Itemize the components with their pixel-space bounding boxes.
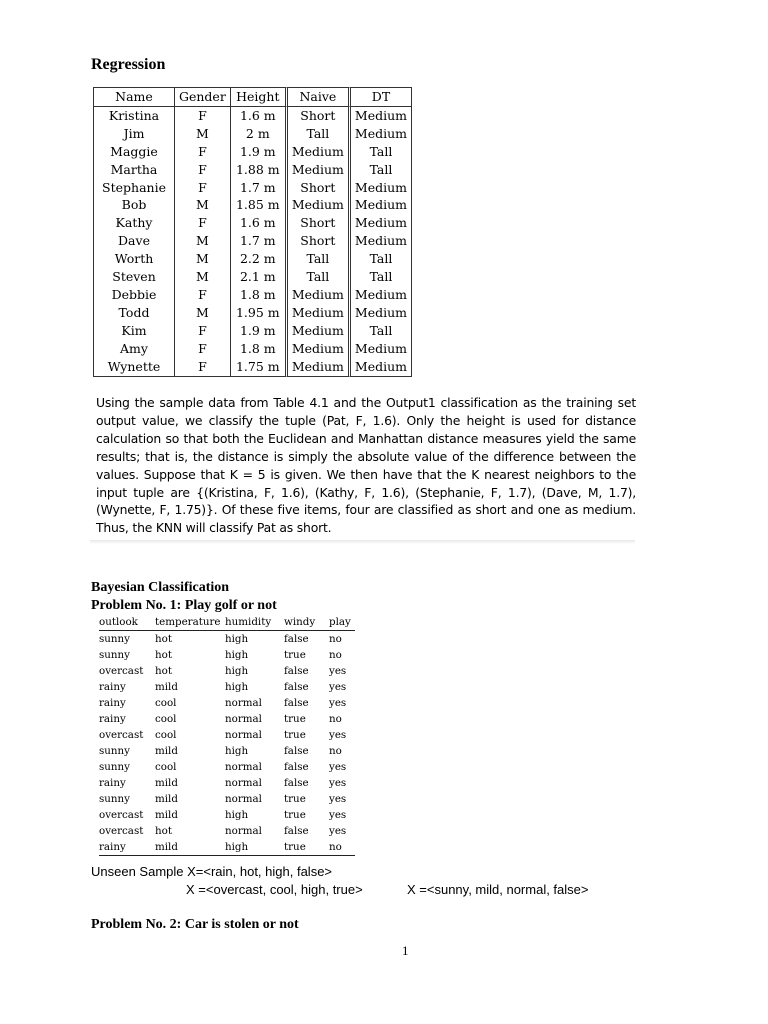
- golf-row: [99, 807, 355, 823]
- regression-row: [93, 268, 412, 286]
- regression-cell: Medium: [285, 196, 348, 214]
- header-height: Height: [230, 87, 285, 107]
- regression-cell: Medium: [348, 358, 412, 377]
- regression-row: [93, 358, 412, 377]
- regression-row: [93, 214, 412, 232]
- regression-cell: 1.85 m: [230, 196, 285, 214]
- header-windy: windy: [284, 614, 329, 631]
- header-name: Name: [93, 87, 174, 107]
- regression-cell: Debbie: [93, 286, 174, 304]
- header-humidity: humidity: [225, 614, 284, 631]
- regression-cell: F: [174, 214, 230, 232]
- golf-cell: sunny: [99, 649, 130, 661]
- golf-cell: high: [225, 665, 249, 677]
- golf-cell: normal: [225, 825, 262, 837]
- regression-cell: M: [174, 125, 230, 143]
- golf-cell: rainy: [99, 697, 126, 709]
- golf-cell: true: [284, 729, 306, 741]
- golf-cell: mild: [155, 681, 178, 693]
- golf-cell: normal: [225, 793, 262, 805]
- golf-cell: hot: [155, 665, 172, 677]
- golf-cell: high: [225, 809, 249, 821]
- problem1-title: Problem No. 1: Play golf or not: [91, 598, 277, 613]
- problem2-title: Problem No. 2: Car is stolen or not: [91, 917, 299, 932]
- regression-cell: Maggie: [93, 143, 174, 161]
- golf-cell: normal: [225, 777, 262, 789]
- golf-cell: rainy: [99, 839, 155, 856]
- golf-cell: yes: [329, 825, 347, 837]
- golf-cell: overcast: [99, 825, 144, 837]
- regression-table: [93, 87, 412, 377]
- regression-cell: Medium: [348, 125, 412, 143]
- golf-row: [99, 743, 355, 759]
- regression-cell: Medium: [285, 340, 348, 358]
- regression-cell: Tall: [285, 250, 348, 268]
- header-outlook: outlook: [99, 614, 155, 631]
- regression-cell: Wynette: [93, 358, 174, 377]
- regression-cell: Bob: [93, 196, 174, 214]
- regression-cell: M: [174, 196, 230, 214]
- regression-cell: Medium: [348, 107, 412, 125]
- golf-cell: overcast: [99, 729, 144, 741]
- regression-cell: 1.7 m: [230, 232, 285, 250]
- golf-cell: mild: [155, 793, 178, 805]
- header-temperature: temperature: [155, 614, 225, 631]
- regression-cell: M: [174, 304, 230, 322]
- regression-cell: 1.75 m: [230, 358, 285, 377]
- golf-cell: yes: [329, 665, 347, 677]
- regression-cell: Medium: [348, 179, 412, 197]
- regression-cell: Medium: [348, 340, 412, 358]
- golf-cell: overcast: [99, 665, 144, 677]
- golf-cell: yes: [329, 697, 347, 709]
- regression-cell: Kim: [93, 322, 174, 340]
- golf-cell: rainy: [99, 777, 126, 789]
- golf-cell: high: [225, 839, 284, 856]
- golf-cell: false: [284, 633, 309, 645]
- golf-cell: no: [329, 713, 342, 725]
- regression-cell: Short: [285, 179, 348, 197]
- knn-paragraph: Using the sample data from Table 4.1 and the Output1 classification as the training set output value, we classify the tuple (Pat, F, 1.6). Only the height is used for distance calculation so that both the Euclidean and Manhattan distance measures yield the same results; that is, the distance is simply the absolute value of the difference between the values. Suppose that K = 5 is given. We then have that the K nearest neighbors to the input tuple are {(Kristina, F, 1.6), (Kathy, F, 1.6), (Stephanie, F, 1.7), (Dave, M, 1.7), (Wynette, F, 1.75)}. Of these five items, four are classified as short and one as medium. Thus, the KNN will classify Pat as short.: [96, 395, 636, 536]
- golf-row: [99, 839, 355, 856]
- regression-cell: 1.6 m: [230, 214, 285, 232]
- regression-row: [93, 125, 412, 143]
- golf-cell: mild: [155, 809, 178, 821]
- regression-row: [93, 250, 412, 268]
- golf-cell: high: [225, 649, 249, 661]
- golf-row: [99, 791, 355, 807]
- regression-row: [93, 286, 412, 304]
- golf-cell: sunny: [99, 745, 130, 757]
- golf-cell: true: [284, 809, 306, 821]
- golf-row: [99, 631, 355, 648]
- golf-cell: yes: [329, 777, 347, 789]
- golf-row: [99, 727, 355, 743]
- regression-cell: 1.8 m: [230, 286, 285, 304]
- golf-cell: high: [225, 745, 249, 757]
- golf-cell: normal: [225, 729, 262, 741]
- header-dt: DT: [348, 87, 412, 107]
- regression-cell: Tall: [348, 143, 412, 161]
- regression-cell: Medium: [348, 304, 412, 322]
- regression-cell: 1.95 m: [230, 304, 285, 322]
- golf-cell: false: [284, 681, 309, 693]
- regression-title: Regression: [91, 56, 166, 73]
- golf-cell: normal: [225, 713, 262, 725]
- regression-cell: 1.6 m: [230, 107, 285, 125]
- golf-cell: no: [329, 633, 342, 645]
- regression-header-row: [93, 87, 412, 107]
- regression-cell: F: [174, 161, 230, 179]
- regression-cell: F: [174, 107, 230, 125]
- golf-cell: hot: [155, 649, 172, 661]
- golf-row: [99, 695, 355, 711]
- golf-row: [99, 759, 355, 775]
- regression-cell: F: [174, 340, 230, 358]
- golf-row: [99, 775, 355, 791]
- golf-cell: rainy: [99, 713, 126, 725]
- regression-cell: Amy: [93, 340, 174, 358]
- unseen-sample-3: X =<sunny, mild, normal, false>: [407, 882, 589, 897]
- golf-cell: cool: [155, 761, 177, 773]
- regression-cell: Kristina: [93, 107, 174, 125]
- regression-cell: Medium: [348, 232, 412, 250]
- golf-row: [99, 679, 355, 695]
- golf-cell: true: [284, 839, 329, 856]
- regression-cell: Worth: [93, 250, 174, 268]
- regression-row: [93, 179, 412, 197]
- regression-cell: F: [174, 322, 230, 340]
- regression-cell: F: [174, 358, 230, 377]
- golf-cell: mild: [155, 777, 178, 789]
- regression-cell: Tall: [285, 125, 348, 143]
- golf-row: [99, 663, 355, 679]
- regression-row: [93, 322, 412, 340]
- golf-cell: no: [329, 839, 355, 856]
- regression-cell: F: [174, 286, 230, 304]
- regression-cell: Short: [285, 232, 348, 250]
- golf-table: [99, 614, 355, 856]
- golf-cell: normal: [225, 697, 262, 709]
- golf-row: [99, 823, 355, 839]
- regression-cell: F: [174, 179, 230, 197]
- golf-cell: high: [225, 681, 249, 693]
- golf-cell: mild: [155, 839, 225, 856]
- regression-cell: Medium: [285, 358, 348, 377]
- golf-cell: yes: [329, 793, 347, 805]
- regression-cell: 1.7 m: [230, 179, 285, 197]
- regression-cell: Short: [285, 107, 348, 125]
- regression-cell: 1.8 m: [230, 340, 285, 358]
- golf-cell: true: [284, 713, 306, 725]
- golf-cell: false: [284, 745, 309, 757]
- header-naive: Naive: [285, 87, 348, 107]
- golf-cell: rainy: [99, 681, 126, 693]
- page-number: 1: [402, 943, 409, 958]
- golf-header-row: [99, 614, 355, 631]
- golf-cell: false: [284, 665, 309, 677]
- regression-cell: Dave: [93, 232, 174, 250]
- regression-cell: Tall: [348, 268, 412, 286]
- regression-row: [93, 161, 412, 179]
- golf-cell: no: [329, 745, 342, 757]
- golf-cell: false: [284, 697, 309, 709]
- regression-cell: Medium: [348, 196, 412, 214]
- regression-cell: Todd: [93, 304, 174, 322]
- golf-cell: false: [284, 761, 309, 773]
- golf-cell: yes: [329, 761, 347, 773]
- regression-cell: 1.9 m: [230, 143, 285, 161]
- regression-row: [93, 304, 412, 322]
- golf-cell: true: [284, 793, 306, 805]
- golf-cell: yes: [329, 729, 347, 741]
- regression-cell: Medium: [285, 161, 348, 179]
- regression-cell: F: [174, 143, 230, 161]
- regression-cell: Medium: [285, 143, 348, 161]
- regression-cell: 2.1 m: [230, 268, 285, 286]
- regression-cell: Medium: [348, 214, 412, 232]
- header-gender: Gender: [174, 87, 230, 107]
- regression-row: [93, 196, 412, 214]
- regression-row: [93, 340, 412, 358]
- regression-cell: Tall: [285, 268, 348, 286]
- scan-edge-shadow: [90, 540, 635, 544]
- regression-cell: M: [174, 250, 230, 268]
- bayes-title: Bayesian Classification: [91, 580, 230, 595]
- regression-cell: Medium: [285, 304, 348, 322]
- regression-cell: Martha: [93, 161, 174, 179]
- regression-cell: Steven: [93, 268, 174, 286]
- header-play: play: [329, 614, 355, 631]
- regression-cell: Tall: [348, 322, 412, 340]
- regression-cell: Jim: [93, 125, 174, 143]
- regression-cell: M: [174, 232, 230, 250]
- regression-cell: 2.2 m: [230, 250, 285, 268]
- regression-cell: 2 m: [230, 125, 285, 143]
- regression-cell: Medium: [285, 286, 348, 304]
- regression-row: [93, 232, 412, 250]
- regression-cell: Stephanie: [93, 179, 174, 197]
- golf-cell: sunny: [99, 633, 130, 645]
- regression-cell: 1.88 m: [230, 161, 285, 179]
- golf-cell: high: [225, 633, 249, 645]
- regression-cell: Medium: [285, 322, 348, 340]
- regression-cell: Tall: [348, 161, 412, 179]
- regression-cell: Tall: [348, 250, 412, 268]
- golf-cell: false: [284, 777, 309, 789]
- regression-cell: Kathy: [93, 214, 174, 232]
- golf-cell: normal: [225, 761, 262, 773]
- golf-cell: mild: [155, 745, 178, 757]
- golf-cell: yes: [329, 809, 347, 821]
- regression-cell: M: [174, 268, 230, 286]
- regression-row: [93, 143, 412, 161]
- golf-cell: true: [284, 649, 306, 661]
- regression-cell: 1.9 m: [230, 322, 285, 340]
- golf-row: [99, 711, 355, 727]
- regression-cell: Short: [285, 214, 348, 232]
- golf-cell: cool: [155, 713, 177, 725]
- regression-cell: Medium: [348, 286, 412, 304]
- golf-cell: sunny: [99, 761, 130, 773]
- unseen-sample-1: Unseen Sample X=<rain, hot, high, false>: [91, 864, 333, 879]
- golf-cell: overcast: [99, 809, 144, 821]
- golf-cell: cool: [155, 697, 177, 709]
- golf-cell: yes: [329, 681, 347, 693]
- golf-cell: hot: [155, 825, 172, 837]
- golf-cell: hot: [155, 633, 172, 645]
- regression-row: [93, 107, 412, 125]
- golf-cell: no: [329, 649, 342, 661]
- golf-row: [99, 647, 355, 663]
- golf-cell: cool: [155, 729, 177, 741]
- golf-cell: sunny: [99, 793, 130, 805]
- unseen-sample-2: X =<overcast, cool, high, true>: [186, 882, 363, 897]
- golf-cell: false: [284, 825, 309, 837]
